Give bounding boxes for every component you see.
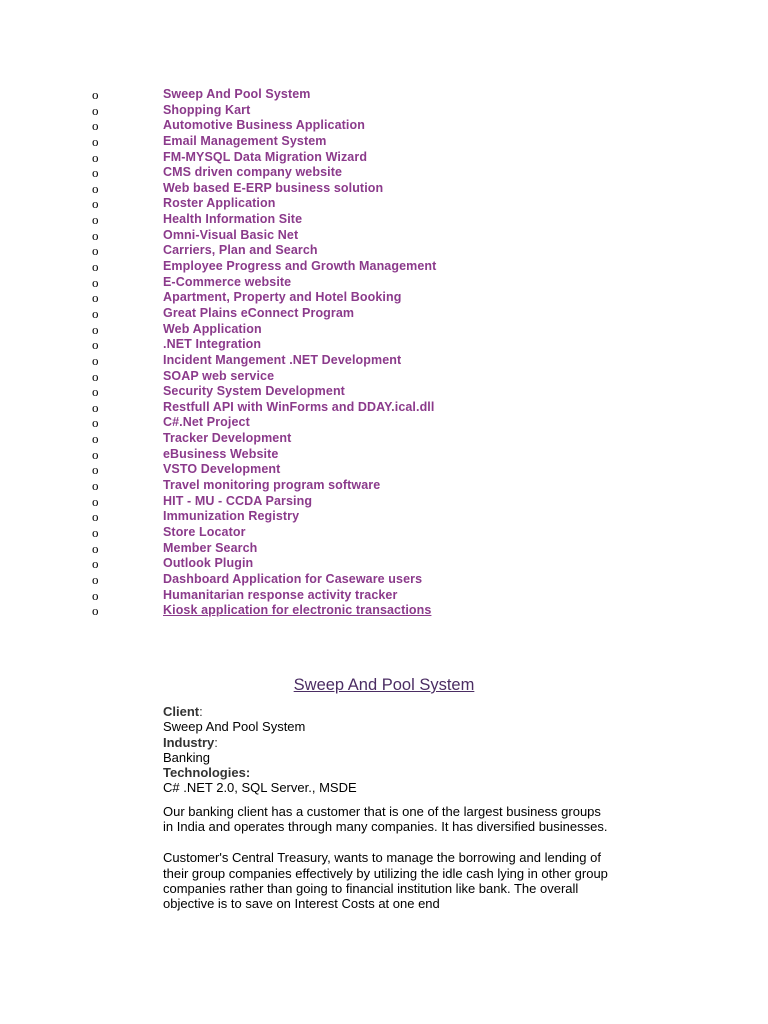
project-link[interactable]: Humanitarian response activity tracker — [163, 587, 398, 602]
project-link[interactable]: Web Application — [163, 321, 262, 336]
project-link[interactable]: Immunization Registry — [163, 509, 300, 524]
list-bullet-icon: o — [92, 493, 99, 509]
project-link[interactable]: FM-MYSQL Data Migration Wizard — [163, 149, 368, 164]
technologies-label: Technologies: — [163, 765, 251, 781]
project-link[interactable]: Sweep And Pool System — [163, 87, 311, 101]
project-link[interactable]: VSTO Development — [163, 462, 281, 477]
list-bullet-icon: o — [92, 352, 99, 368]
list-bullet-icon: o — [92, 180, 99, 196]
technologies-value: C# .NET 2.0, SQL Server., MSDE — [163, 780, 357, 796]
project-link[interactable]: Outlook Plugin — [163, 556, 254, 571]
list-bullet-icon: o — [92, 243, 99, 259]
list-bullet-icon: o — [92, 478, 99, 494]
project-link[interactable]: C#.Net Project — [163, 415, 250, 430]
list-bullet-icon: o — [92, 87, 99, 102]
project-link[interactable]: SOAP web service — [163, 368, 275, 383]
list-bullet-icon: o — [92, 196, 99, 212]
project-link[interactable]: Apartment, Property and Hotel Booking — [163, 290, 402, 305]
list-bullet-icon: o — [92, 305, 99, 321]
project-link[interactable]: CMS driven company website — [163, 165, 343, 180]
project-detail — [163, 704, 613, 912]
project-link[interactable]: Dashboard Application for Caseware users — [163, 571, 423, 586]
list-bullet-icon: o — [92, 274, 99, 290]
project-link[interactable]: Tracker Development — [163, 431, 292, 446]
project-link[interactable]: Employee Progress and Growth Management — [163, 259, 437, 274]
project-link[interactable]: Store Locator — [163, 524, 246, 539]
description-paragraph-2: Customer's Central Treasury, wants to manage the borrowing and lending of their group companies effectively by utilizing the idle cash lying in other group companies rather than going to financial institution like bank. The overall objective is to save on Interest Costs at one end — [163, 850, 608, 912]
project-link[interactable]: .NET Integration — [163, 337, 262, 352]
project-link[interactable]: eBusiness Website — [163, 446, 279, 461]
list-bullet-icon: o — [92, 556, 99, 572]
project-link[interactable]: Web based E-ERP business solution — [163, 180, 384, 195]
list-bullet-icon: o — [92, 368, 99, 384]
list-bullet-icon: o — [92, 571, 99, 587]
list-bullet-icon: o — [92, 603, 99, 619]
project-link[interactable]: Travel monitoring program software — [163, 478, 381, 493]
project-heading[interactable]: Sweep And Pool System — [293, 676, 475, 694]
list-bullet-icon: o — [92, 118, 99, 134]
list-bullet-icon: o — [92, 212, 99, 228]
industry-label: Industry — [163, 734, 215, 750]
list-bullet-icon: o — [92, 227, 99, 243]
list-bullet-icon: o — [92, 384, 99, 400]
list-bullet-icon: o — [92, 431, 99, 447]
industry-colon: : — [214, 734, 218, 750]
list-bullet-icon: o — [92, 540, 99, 556]
client-label: Client — [163, 704, 200, 719]
project-link[interactable]: Great Plains eConnect Program — [163, 305, 355, 320]
project-link[interactable]: Member Search — [163, 540, 258, 555]
list-bullet-icon: o — [92, 462, 99, 478]
project-link[interactable]: Security System Development — [163, 384, 345, 399]
list-bullet-icon: o — [92, 149, 99, 165]
project-link[interactable]: Incident Mangement .NET Development — [163, 352, 402, 367]
project-link[interactable]: Roster Application — [163, 196, 276, 211]
list-bullet-icon: o — [92, 321, 99, 337]
project-link[interactable]: Restfull API with WinForms and DDAY.ical.dll — [163, 399, 435, 414]
client-colon: : — [199, 704, 203, 719]
description-paragraph-1: Our banking client has a customer that is one of the largest business groups in India and operates through many companies. It has diversified businesses. — [163, 803, 608, 835]
list-bullet-icon: o — [92, 259, 99, 275]
client-label-line — [163, 704, 613, 719]
project-link[interactable]: Automotive Business Application — [163, 118, 365, 133]
project-link[interactable]: Email Management System — [163, 133, 327, 148]
list-bullet-icon: o — [92, 133, 99, 149]
project-link[interactable]: Kiosk application for electronic transactions — [163, 603, 432, 618]
project-link[interactable]: Carriers, Plan and Search — [163, 243, 318, 258]
list-bullet-icon: o — [92, 415, 99, 431]
list-bullet-icon: o — [92, 337, 99, 353]
list-bullet-icon: o — [92, 587, 99, 603]
list-bullet-icon: o — [92, 165, 99, 181]
client-value: Sweep And Pool System — [163, 719, 306, 735]
project-link[interactable]: Health Information Site — [163, 212, 303, 227]
project-link[interactable]: HIT - MU - CCDA Parsing — [163, 493, 313, 508]
list-bullet-icon: o — [92, 102, 99, 118]
project-link[interactable]: E-Commerce website — [163, 274, 292, 289]
project-link[interactable]: Shopping Kart — [163, 102, 251, 117]
list-bullet-icon: o — [92, 446, 99, 462]
list-bullet-icon: o — [92, 399, 99, 415]
list-bullet-icon: o — [92, 509, 99, 525]
industry-value: Banking — [163, 749, 210, 765]
list-bullet-icon: o — [92, 524, 99, 540]
industry-label-line — [163, 735, 613, 750]
list-bullet-icon: o — [92, 290, 99, 306]
project-link[interactable]: Omni-Visual Basic Net — [163, 227, 299, 242]
